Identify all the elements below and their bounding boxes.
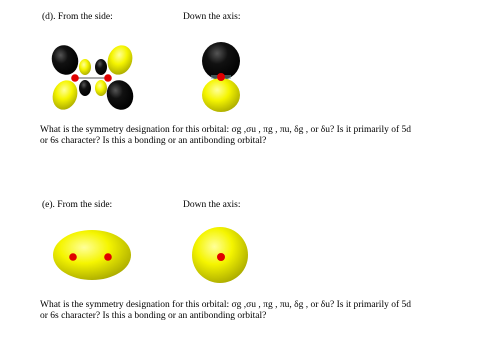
nucleus xyxy=(71,74,79,82)
question-line: or 6s character? Is this a bonding or an antibonding orbital? xyxy=(40,310,267,321)
part-e-axis-label: Down the axis: xyxy=(183,200,241,210)
lobe-positive xyxy=(104,42,137,78)
part-d-side-orbital-image xyxy=(45,40,145,115)
nucleus xyxy=(69,253,77,261)
lobe-negative xyxy=(95,59,107,75)
part-e-axis-orbital-image xyxy=(190,225,250,285)
lobe-positive xyxy=(79,59,91,75)
question-line: or 6s character? Is this a bonding or an antibonding orbital? xyxy=(40,135,267,146)
part-e-side-label: (e). From the side: xyxy=(42,200,113,210)
lobe-positive xyxy=(53,230,131,280)
part-d-axis-label: Down the axis: xyxy=(183,12,241,22)
lobe-positive xyxy=(95,80,107,96)
nucleus xyxy=(217,253,225,261)
lobe-positive xyxy=(202,78,240,112)
part-d-side-label: (d). From the side: xyxy=(42,12,113,22)
lobe-negative xyxy=(48,41,83,78)
question-line: What is the symmetry designation for this orbital: σg ,σu , πg , πu, δg , or δu? Is it primarily of 5d xyxy=(40,125,411,135)
part-e-side-orbital-image xyxy=(50,225,135,285)
lobe-negative xyxy=(103,76,138,113)
nucleus xyxy=(104,253,112,261)
lobe-positive xyxy=(49,77,82,113)
nucleus xyxy=(104,74,112,82)
nucleus xyxy=(217,73,225,81)
lobe-negative xyxy=(79,80,91,96)
part-e-question xyxy=(40,300,502,321)
question-line: What is the symmetry designation for this orbital: σg ,σu , πg , πu, δg , or δu? Is it primarily of 5d xyxy=(40,300,411,310)
part-d-question xyxy=(40,125,502,146)
part-d-axis-orbital-image xyxy=(198,40,248,115)
